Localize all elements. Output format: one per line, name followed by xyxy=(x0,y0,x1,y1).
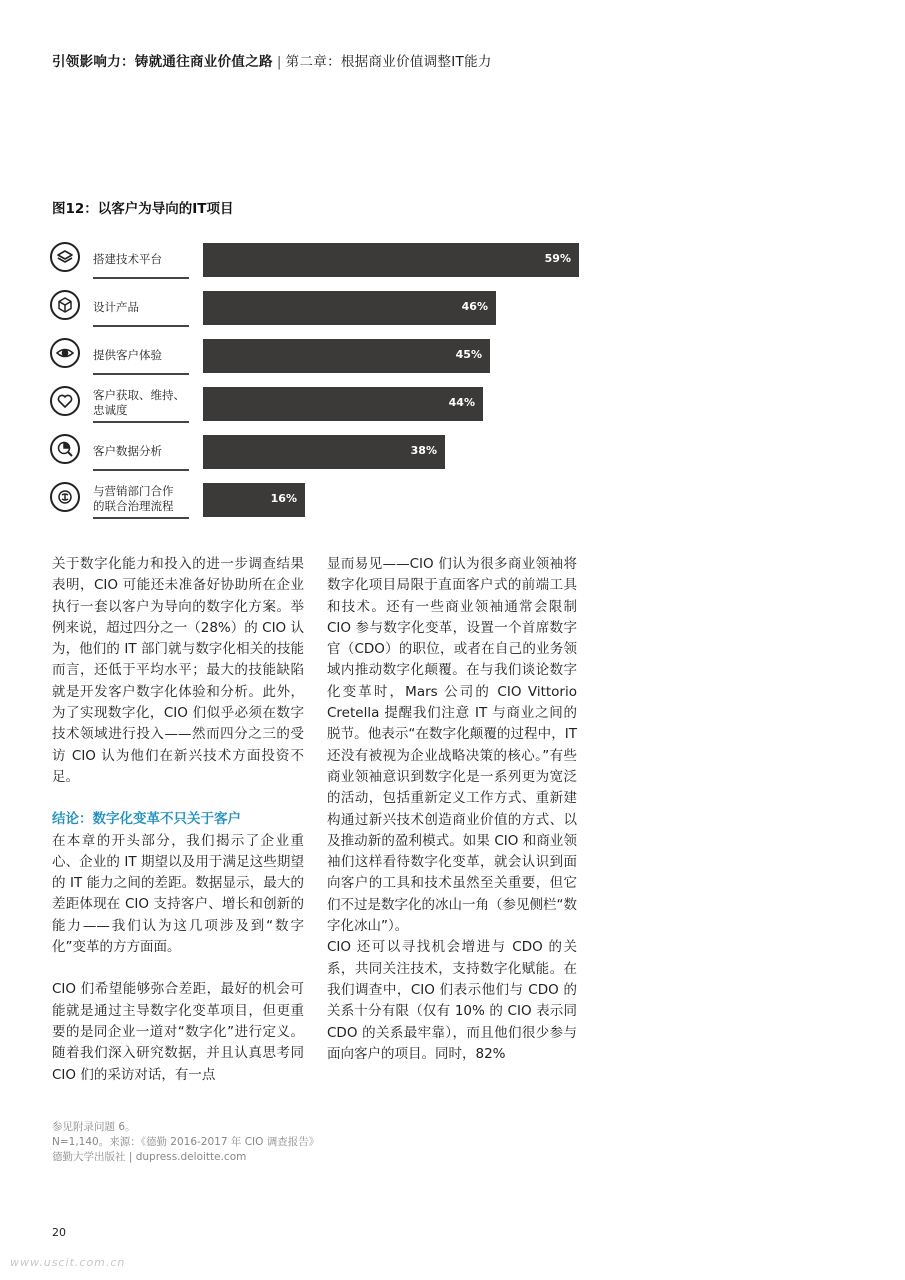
figure-title: 图12：以客户为导向的IT项目 xyxy=(52,201,234,217)
category-label xyxy=(93,433,189,471)
data-label: 59% xyxy=(544,252,571,265)
cube-icon xyxy=(50,290,80,320)
data-label: 45% xyxy=(455,348,482,361)
bar xyxy=(203,339,490,373)
category-label xyxy=(93,481,189,519)
running-header xyxy=(52,50,492,70)
chapter-title: 第二章：根据商业价值调整IT能力 xyxy=(285,54,492,70)
category-text: 客户获取、维持、 忠诚度 xyxy=(93,388,185,417)
chart-row xyxy=(50,241,590,281)
body-paragraph: 在本章的开头部分，我们揭示了企业重心、企业的 IT 期望以及用于满足这些期望的 IT 能力之间的差距。数据显示，最大的差距体现在 CIO 支持客户、增长和创新的能力——我们认为这几项涉及到“数字化”变革的方方面面。 xyxy=(52,832,304,956)
data-label: 16% xyxy=(270,492,297,505)
handshake-icon xyxy=(50,482,80,512)
note-line: 参见附录问题 6。 xyxy=(52,1121,136,1133)
category-text: 提供客户体验 xyxy=(93,347,162,362)
page-number: 20 xyxy=(52,1226,66,1239)
chart-row xyxy=(50,289,590,329)
figure-notes xyxy=(52,1120,319,1165)
bar xyxy=(203,243,579,277)
category-label xyxy=(93,385,189,423)
data-label: 44% xyxy=(448,396,475,409)
body-paragraph: CIO 还可以寻找机会增进与 CDO 的关系，共同关注技术，支持数字化赋能。在我们调查中，CIO 们表示他们与 CDO 的关系十分有限（仅有 10% 的 CIO 表示同 CDO 的关系最牢靠），而且他们很少参与面向客户的项目。同时，82% xyxy=(327,939,577,1062)
category-label xyxy=(93,289,189,327)
category-label xyxy=(93,241,189,279)
data-label: 46% xyxy=(461,300,488,313)
chart-row xyxy=(50,337,590,377)
bar xyxy=(203,291,496,325)
source-line: N=1,140。来源：《德勤 2016-2017 年 CIO 调查报告》 xyxy=(52,1136,320,1148)
publisher-line: 德勤大学出版社 | dupress.deloitte.com xyxy=(52,1151,247,1163)
heart-icon xyxy=(50,386,80,416)
left-column xyxy=(52,554,304,1086)
header-separator: | xyxy=(276,54,282,70)
category-text: 与营销部门合作 的联合治理流程 xyxy=(93,484,174,513)
category-text: 搭建技术平台 xyxy=(93,251,162,266)
chart-row xyxy=(50,481,590,521)
body-paragraph: 显而易见——CIO 们认为很多商业领袖将数字化项目局限于直面客户式的前端工具和技术。还有一些商业领袖通常会限制 CIO 参与数字化变革，设置一个首席数字官（CDO）的职位，或者在自己的业务领域内推动数字化颠覆。在与我们谈论数字化变革时，Mars 公司的 CIO Vittorio Cretella 提醒我们注意 IT 与商业之间的脱节。他表示“在数字化颠覆的过程中，IT 还没有被视为企业战略决策的核心。”有些商业领袖意识到数字化是一系列更为宽泛的活动，包括重新定义工作方式、重新建构通过新兴技术创造商业价值的方式、以及推动新的盈利模式。如果 CIO 和商业领袖们这样看待数字化变革，就会认识到面向客户的工具和技术虽然至关重要，但它们不过是数字化的冰山一角（参见侧栏“数字化冰山”）。 xyxy=(327,556,577,935)
analytics-icon xyxy=(50,434,80,464)
chart-row xyxy=(50,433,590,473)
section-heading: 结论：数字化变革不只关于客户 xyxy=(52,811,241,828)
chart-row xyxy=(50,385,590,425)
layers-icon xyxy=(50,242,80,272)
bar xyxy=(203,387,483,421)
category-text: 客户数据分析 xyxy=(93,443,162,458)
body-paragraph: CIO 们希望能够弥合差距，最好的机会可能就是通过主导数字化变革项目，但更重要的是同企业一道对“数字化”进行定义。随着我们深入研究数据，并且认真思考同 CIO 们的采访对话，有一点 xyxy=(52,981,304,1083)
category-text: 设计产品 xyxy=(93,299,139,314)
bar xyxy=(203,483,305,517)
body-paragraph: 关于数字化能力和投入的进一步调查结果表明，CIO 可能还未准备好协助所在企业执行一套以客户为导向的数字化方案。举例来说，超过四分之一（28%）的 CIO 认为，他们的 IT 部门就与数字化相关的技能而言，还低于平均水平；最大的技能缺陷就是开发客户数字化体验和分析。此外，为了实现数字化，CIO 们似乎必须在数字技术领域进行投入——然而四分之三的受访 CIO 认为他们在新兴技术方面投资不足。 xyxy=(52,556,304,785)
data-label: 38% xyxy=(410,444,437,457)
right-column xyxy=(327,554,577,1065)
bar xyxy=(203,435,445,469)
category-label xyxy=(93,337,189,375)
eye-icon xyxy=(50,338,80,368)
report-title: 引领影响力：铸就通往商业价值之路 xyxy=(52,54,273,70)
watermark: www.uscit.com.cn xyxy=(10,1256,126,1269)
